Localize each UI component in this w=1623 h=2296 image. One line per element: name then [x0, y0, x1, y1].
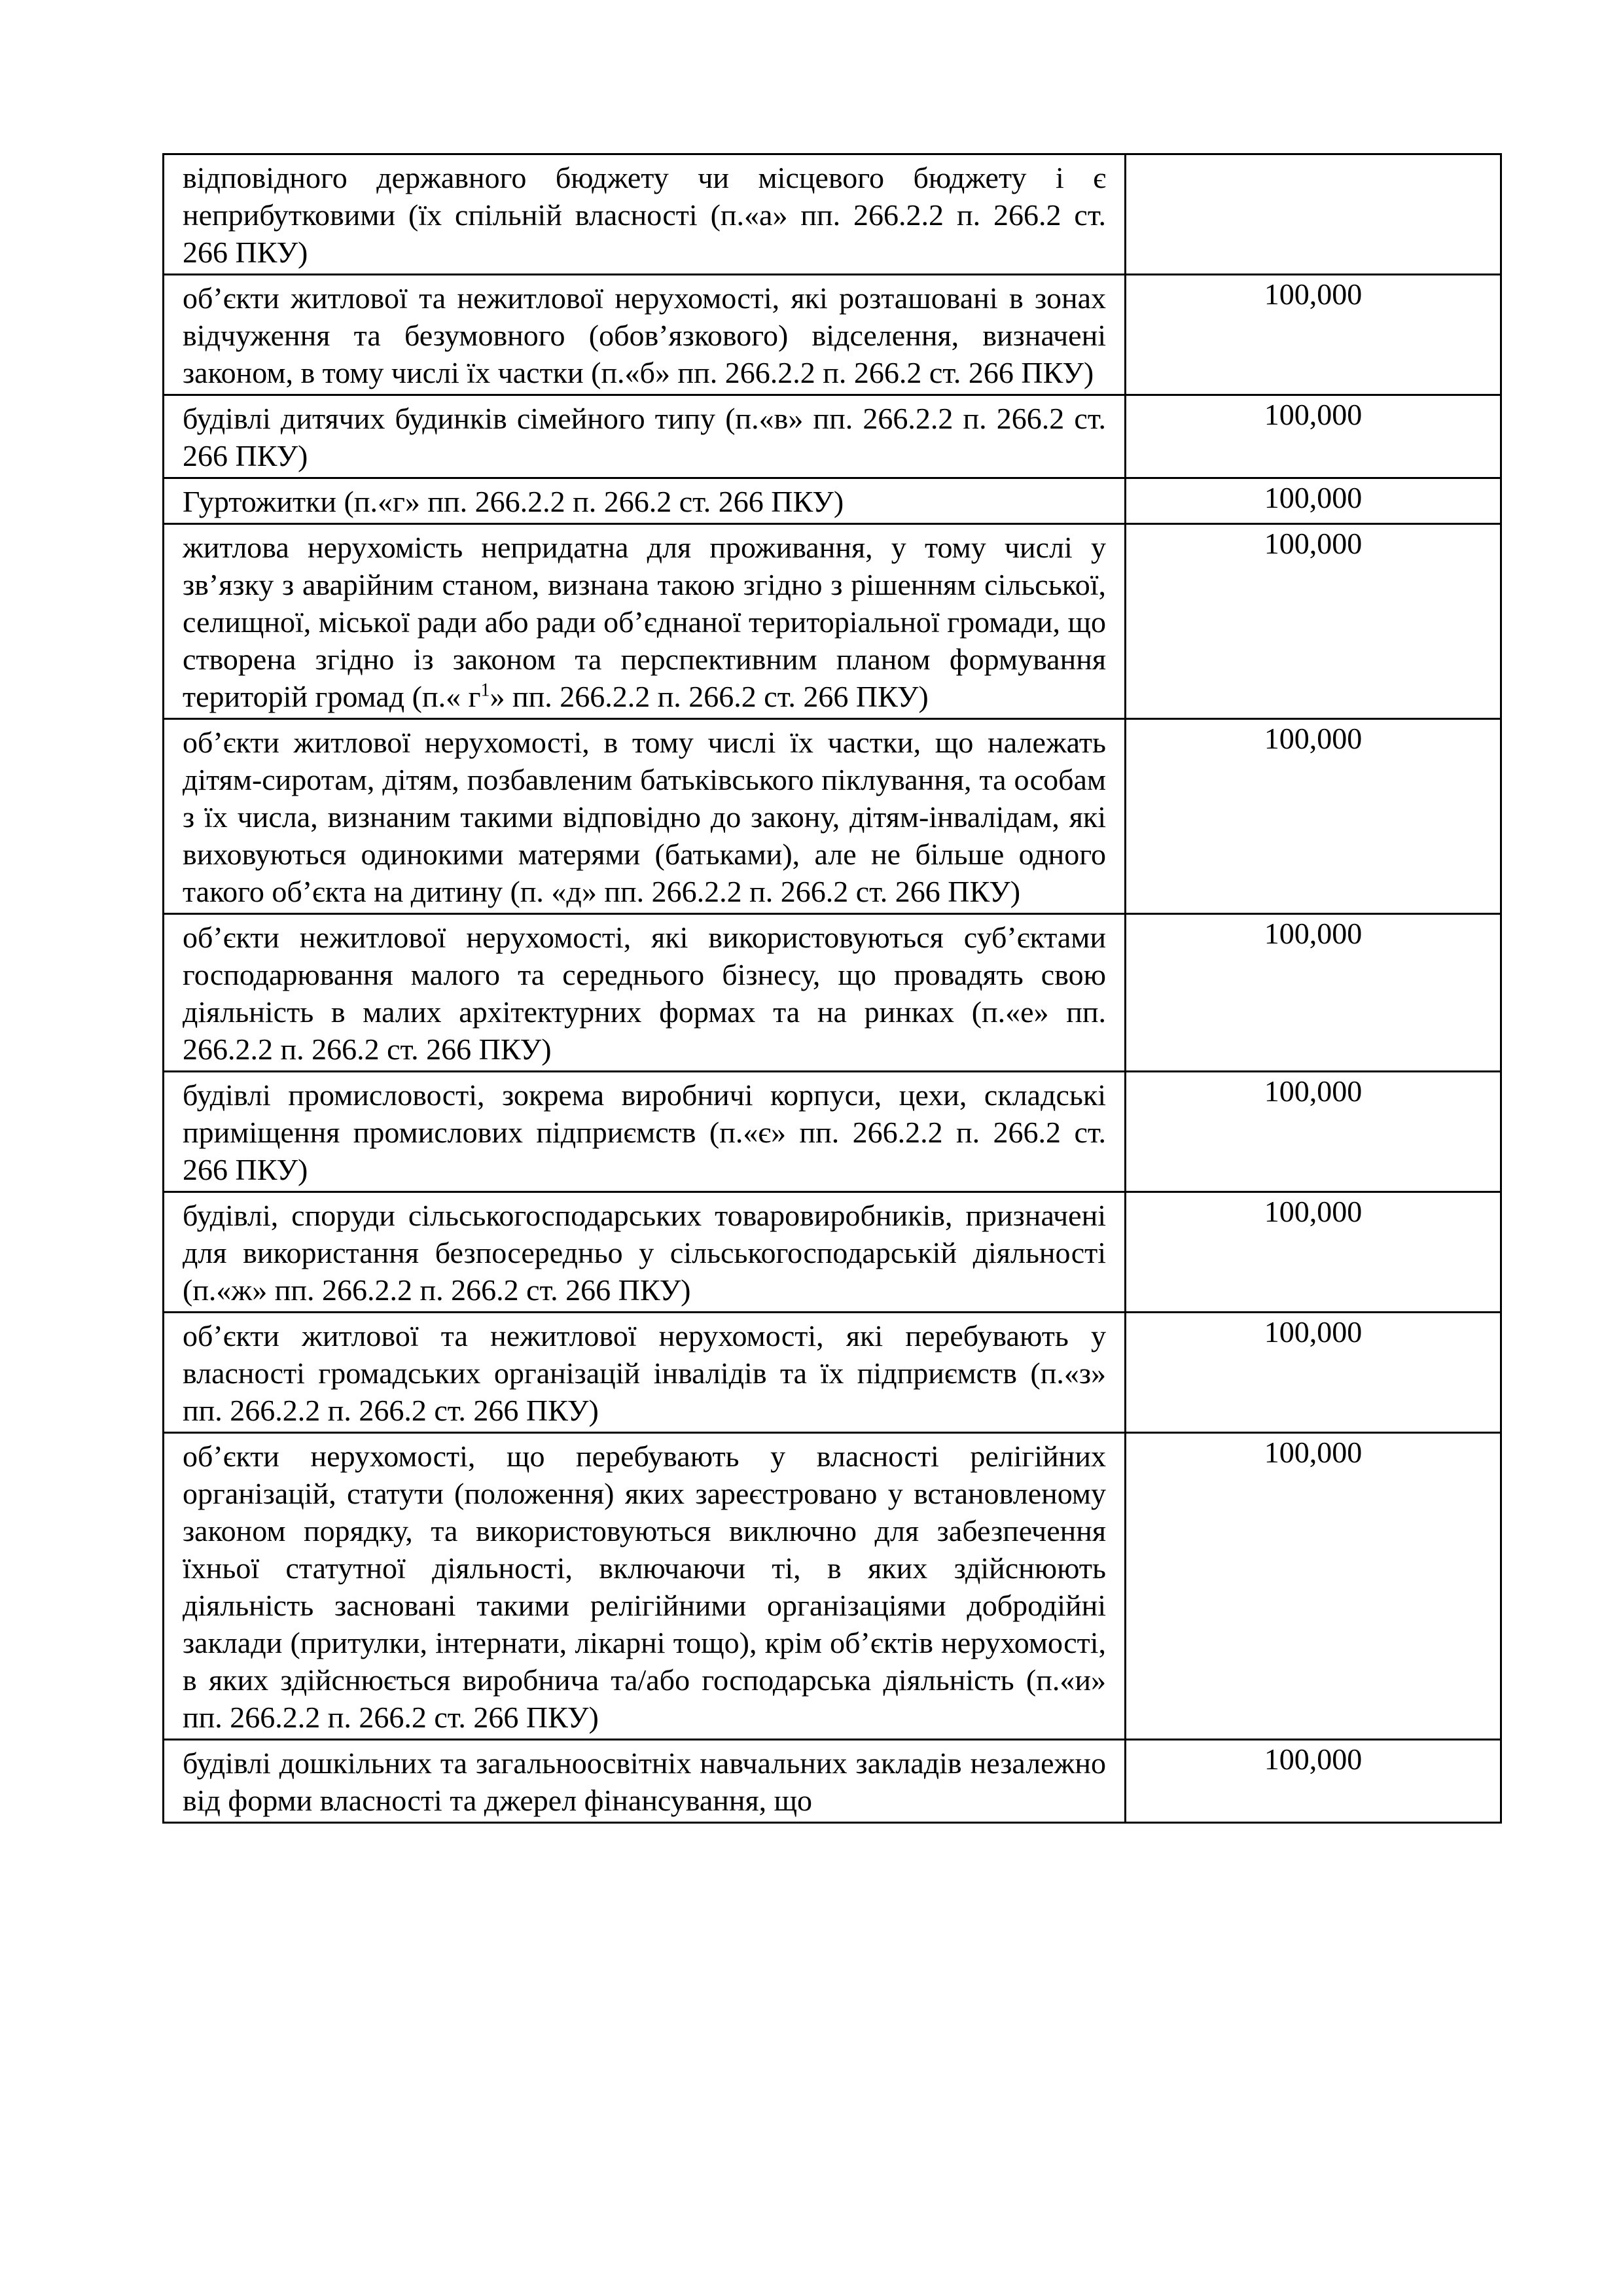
row-rate: 100,000 — [1126, 1313, 1501, 1433]
row-rate: 100,000 — [1126, 275, 1501, 395]
row-description: будівлі, споруди сільськогосподарських товаровиробників, призначені для використання безпосередньо у сільськогосподарській діяльності (п.«ж» пп. 266.2.2 п. 266.2 ст. 266 ПКУ) — [164, 1192, 1126, 1313]
row-description: об’єкти нерухомості, що перебувають у власності релігійних організацій, статути (положення) яких зареєстровано у встановленому законом порядку, та використовуються виключно для забезпечення їхньої статутної діяльності, включаючи ті, в яких здійснюють діяльність засновані такими релігійними організаціями добродійні заклади (притулки, інтернати, лікарні тощо), крім об’єктів нерухомості, в яких здійснюється виробнича та/або господарська діяльність (п.«и» пп. 266.2.2 п. 266.2 ст. 266 ПКУ) — [164, 1433, 1126, 1740]
row-description: об’єкти житлової та нежитлової нерухомості, які перебувають у власності громадських організацій інвалідів та їх підприємств (п.«з» пп. 266.2.2 п. 266.2 ст. 266 ПКУ) — [164, 1313, 1126, 1433]
row-rate: 100,000 — [1126, 1433, 1501, 1740]
table-row — [164, 1313, 1501, 1433]
table-row — [164, 478, 1501, 524]
row-rate: 100,000 — [1126, 914, 1501, 1072]
row-description — [164, 524, 1126, 719]
row-rate: 100,000 — [1126, 524, 1501, 719]
row-description-text: житлова нерухомість непридатна для проживання, у тому числі у зв’язку з аварійним станом, визнана такою згідно з рішенням сільської, селищної, міської ради або ради об’єднаної територіальної громади, що створена згідно із законом та перспективним планом формування територій громад (п.« г — [183, 531, 1106, 713]
superscript-index: 1 — [480, 680, 490, 701]
table-row — [164, 1740, 1501, 1823]
table-row — [164, 275, 1501, 395]
table-row — [164, 395, 1501, 478]
row-description-text: » пп. 266.2.2 п. 266.2 ст. 266 ПКУ) — [490, 680, 929, 713]
row-rate: 100,000 — [1126, 395, 1501, 478]
row-description: будівлі дошкільних та загальноосвітніх навчальних закладів незалежно від форми власності та джерел фінансування, що — [164, 1740, 1126, 1823]
row-rate: 100,000 — [1126, 1192, 1501, 1313]
row-rate: 100,000 — [1126, 719, 1501, 914]
row-rate: 100,000 — [1126, 1072, 1501, 1192]
table-row — [164, 524, 1501, 719]
table-row — [164, 154, 1501, 275]
row-description: об’єкти нежитлової нерухомості, які використовуються суб’єктами господарювання малого та середнього бізнесу, що провадять свою діяльність в малих архітектурних формах та на ринках (п.«е» пп. 266.2.2 п. 266.2 ст. 266 ПКУ) — [164, 914, 1126, 1072]
row-description: об’єкти житлової та нежитлової нерухомості, які розташовані в зонах відчуження та безумовного (обов’язкового) відселення, визначені законом, в тому числі їх частки (п.«б» пп. 266.2.2 п. 266.2 ст. 266 ПКУ) — [164, 275, 1126, 395]
table-row — [164, 1433, 1501, 1740]
table-row — [164, 719, 1501, 914]
row-rate: 100,000 — [1126, 478, 1501, 524]
row-rate — [1126, 154, 1501, 275]
exemption-rates-table — [162, 153, 1502, 1824]
table-row — [164, 914, 1501, 1072]
row-description: будівлі дитячих будинків сімейного типу (п.«в» пп. 266.2.2 п. 266.2 ст. 266 ПКУ) — [164, 395, 1126, 478]
row-rate: 100,000 — [1126, 1740, 1501, 1823]
row-description: відповідного державного бюджету чи місцевого бюджету і є неприбутковими (їх спільній власності (п.«а» пп. 266.2.2 п. 266.2 ст. 266 ПКУ) — [164, 154, 1126, 275]
row-description: Гуртожитки (п.«г» пп. 266.2.2 п. 266.2 ст. 266 ПКУ) — [164, 478, 1126, 524]
row-description: об’єкти житлової нерухомості, в тому числі їх частки, що належать дітям-сиротам, дітям, позбавленим батьківського піклування, та особам з їх числа, визнаним такими відповідно до закону, дітям-інвалідам, які виховуються одинокими матерями (батьками), але не більше одного такого об’єкта на дитину (п. «д» пп. 266.2.2 п. 266.2 ст. 266 ПКУ) — [164, 719, 1126, 914]
table-row — [164, 1192, 1501, 1313]
row-description: будівлі промисловості, зокрема виробничі корпуси, цехи, складські приміщення промислових підприємств (п.«є» пп. 266.2.2 п. 266.2 ст. 266 ПКУ) — [164, 1072, 1126, 1192]
table-row — [164, 1072, 1501, 1192]
